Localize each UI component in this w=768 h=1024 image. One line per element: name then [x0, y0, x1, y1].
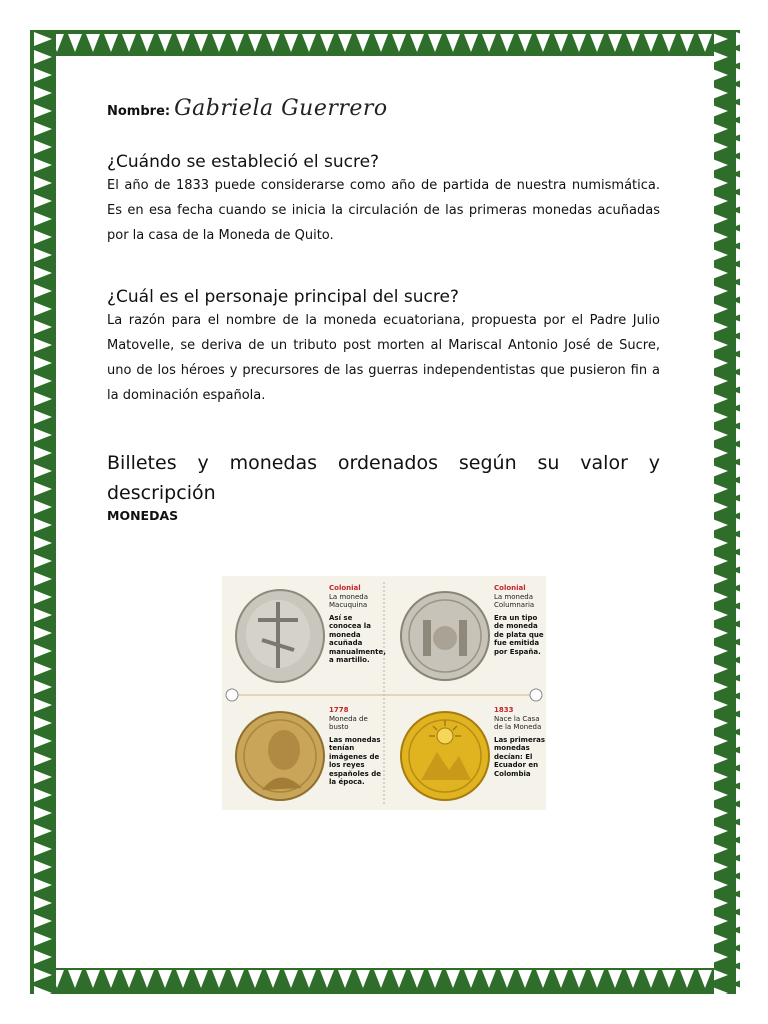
coin-name: La moneda Columnaria [494, 592, 535, 609]
answer-2: La razón para el nombre de la moneda ecuatoriana, propuesta por el Padre Julio Matovelle, se deriva de un tributo post morten al Mariscal Antonio José de Sucre, uno de los héroes y precursores de las guerras independentistas que pusieron fin a la dominación española. [107, 313, 660, 403]
coin-era: 1833 [494, 706, 514, 714]
coin-cell-macuquina [222, 576, 386, 690]
coin-name: Moneda de busto [329, 714, 368, 731]
coin-text-2 [494, 584, 546, 656]
question-1: ¿Cuándo se estableció el sucre? [107, 152, 380, 172]
coin-text-3 [329, 706, 381, 787]
busto-coin-icon [228, 700, 332, 810]
nombre-line [107, 96, 660, 121]
coin-era: Colonial [329, 584, 361, 592]
section-title: Billetes y monedas ordenados según su valor y descripción [107, 452, 660, 504]
coin-cell-columnaria [387, 576, 546, 690]
nombre-value: Gabriela Guerrero [174, 96, 388, 121]
coin-era: Colonial [494, 584, 526, 592]
coin-infographic [222, 576, 546, 810]
coin-era: 1778 [329, 706, 349, 714]
document-content [107, 96, 660, 523]
coin-text-1 [329, 584, 386, 665]
coin-desc: Las primeras monedas decían: El Ecuador en Colombia [494, 735, 546, 778]
coin-cell-1833 [387, 698, 546, 812]
sun-coin-icon [393, 700, 497, 810]
coin-desc: Así se conocea la moneda acuñada manualmente, a martillo. [329, 613, 386, 664]
macuquina-coin-icon [228, 580, 332, 690]
answer-1: El año de 1833 puede considerarse como año de partida de nuestra numismática. Es en esa fecha cuando se inicia la circulación de las primeras monedas acuñadas por la casa de la Moneda de Quito. [107, 178, 660, 243]
coin-desc: Era un tipo de moneda de plata que fue emitida por España. [494, 613, 544, 656]
question-2: ¿Cuál es el personaje principal del sucre? [107, 287, 459, 307]
coin-name: La moneda Macuquina [329, 592, 368, 609]
coin-text-4 [494, 706, 546, 778]
coin-cell-busto [222, 698, 381, 812]
columnaria-coin-icon [393, 580, 497, 690]
coin-desc: Las monedas tenían imágenes de los reyes españoles de la época. [329, 735, 381, 786]
section-subtitle: MONEDAS [107, 508, 179, 523]
coin-name: Nace la Casa de la Moneda [494, 714, 542, 731]
nombre-label: Nombre: [107, 104, 171, 119]
